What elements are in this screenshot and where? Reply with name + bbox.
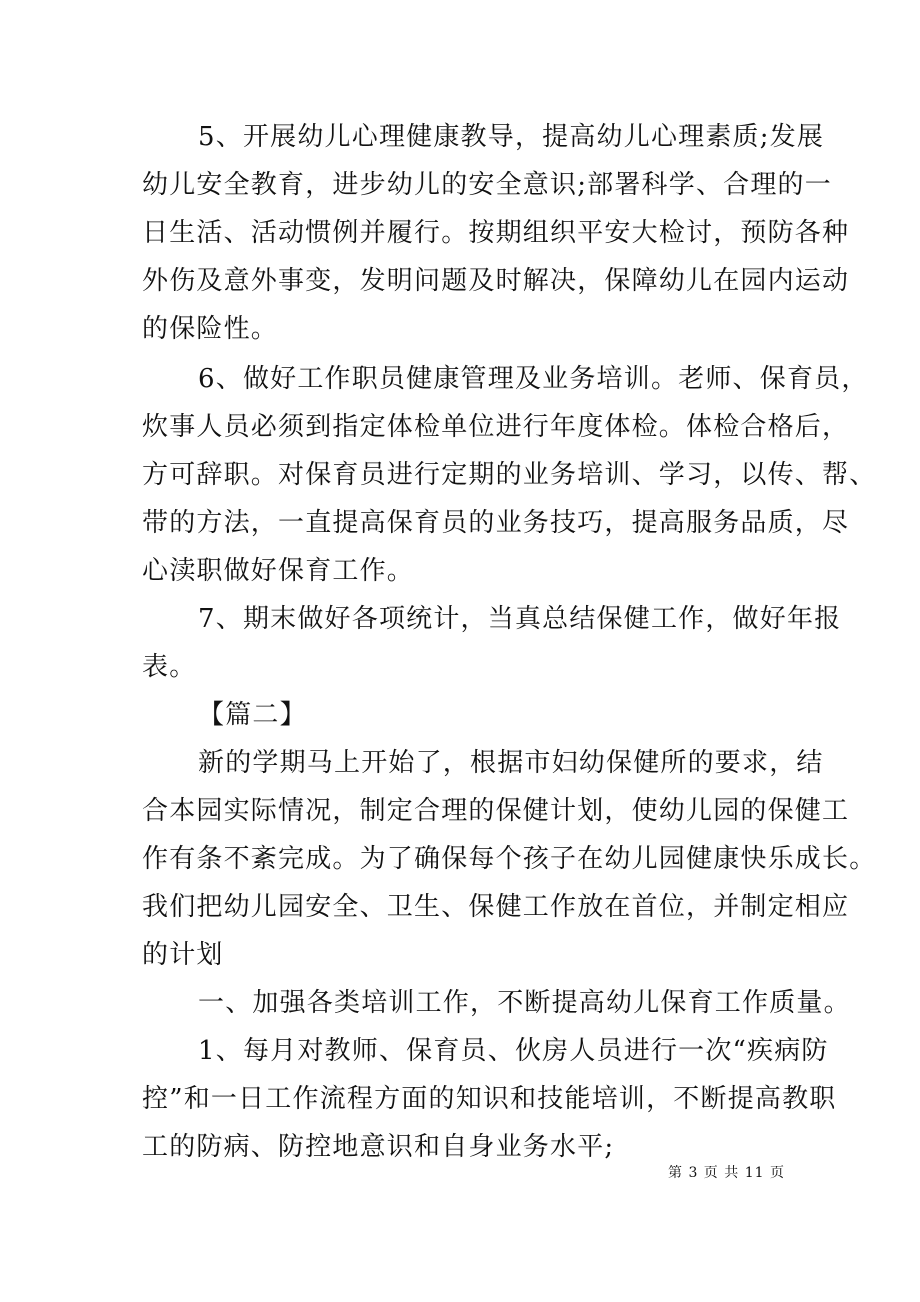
paragraph-6-line-5: 心渎职做好保育工作。 <box>142 556 415 586</box>
paragraph-5-line-5: 的保险性。 <box>142 314 279 344</box>
intro-paragraph-line-5: 的计划 <box>142 940 224 970</box>
paragraph-6-line-3: 方可辞职。对保育员进行定期的业务培训、学习，以传、帮、 <box>142 460 877 490</box>
item-1-line-3: 工的防病、防控地意识和自身业务水平; <box>142 1132 615 1162</box>
paragraph-7-line-2: 表。 <box>142 652 197 682</box>
paragraph-5-line-4: 外伤及意外事变，发明问题及时解决，保障幼儿在园内运动 <box>142 266 850 296</box>
item-1-line-1: 1、每月对教师、保育员、伙房人员进行一次“疾病防 <box>198 1036 829 1066</box>
intro-paragraph-line-1: 新的学期马上开始了，根据市妇幼保健所的要求，结 <box>198 748 824 778</box>
paragraph-6-line-4: 带的方法，一直提高保育员的业务技巧，提高服务品质，尽 <box>142 508 850 538</box>
paragraph-5-line-2: 幼儿安全教育，进步幼儿的安全意识;部署科学、合理的一 <box>142 170 832 200</box>
paragraph-7-line-1: 7、期末做好各项统计，当真总结保健工作，做好年报 <box>198 604 842 634</box>
paragraph-5-line-1: 5、开展幼儿心理健康教导，提高幼儿心理素质;发展 <box>198 122 825 152</box>
intro-paragraph-line-2: 合本园实际情况，制定合理的保健计划，使幼儿园的保健工 <box>142 796 850 826</box>
intro-paragraph-line-3: 作有条不紊完成。为了确保每个孩子在幼儿园健康快乐成长。 <box>142 844 877 874</box>
paragraph-6-line-1: 6、做好工作职员健康管理及业务培训。老师、保育员， <box>198 364 869 394</box>
item-1-line-2: 控”和一日工作流程方面的知识和技能培训，不断提高教职 <box>142 1084 837 1114</box>
section-heading: 【篇二】 <box>198 700 307 730</box>
intro-paragraph-line-4: 我们把幼儿园安全、卫生、保健工作放在首位，并制定相应 <box>142 892 850 922</box>
paragraph-6-line-2: 炊事人员必须到指定体检单位进行年度体检。体检合格后， <box>142 412 850 442</box>
page-number-footer: 第 3 页 共 11 页 <box>668 1165 785 1181</box>
paragraph-5-line-3: 日生活、活动惯例并履行。按期组织平安大检讨，预防各种 <box>142 218 850 248</box>
section-one-heading: 一、加强各类培训工作，不断提高幼儿保育工作质量。 <box>198 988 851 1018</box>
